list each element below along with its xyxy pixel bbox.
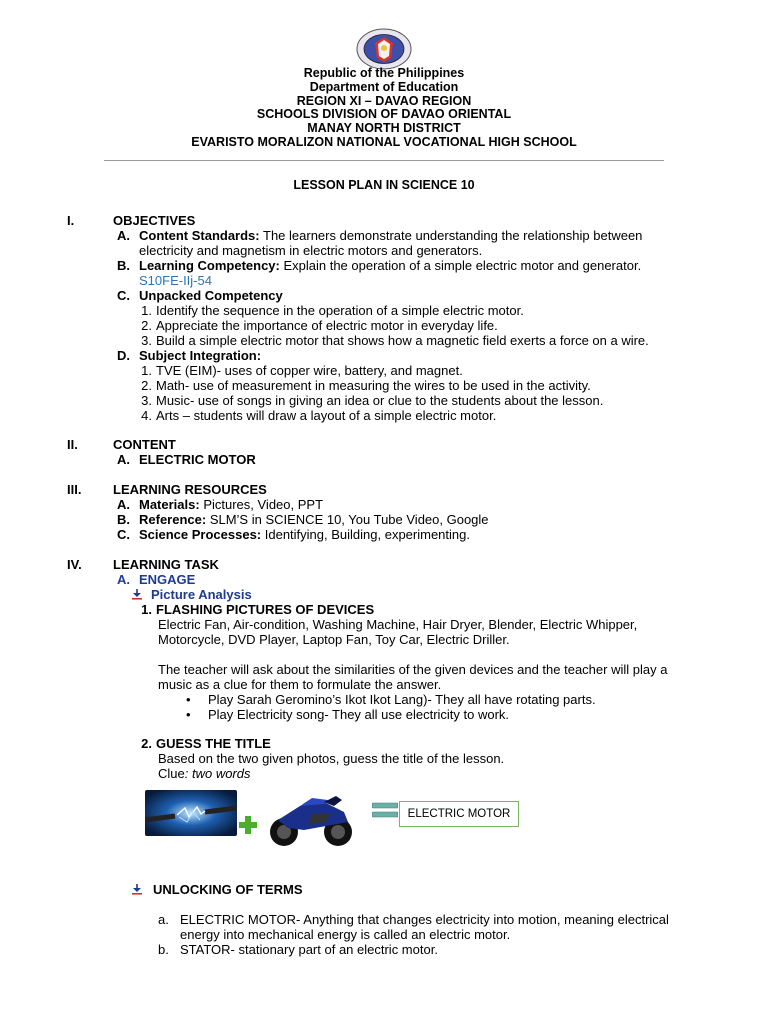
arrow-bullet-icon	[131, 589, 143, 600]
clue	[158, 766, 251, 781]
electricity-photo	[145, 790, 237, 836]
objective-c-label: Unpacked Competency	[139, 288, 283, 303]
unlocking-heading	[131, 882, 303, 897]
item1-num: 1.	[141, 602, 152, 617]
item2-num: 2.	[141, 736, 152, 751]
objective-a-letter: A.	[117, 228, 130, 243]
list-item: 1. Identify the sequence in the operation of a simple electric motor.	[141, 303, 524, 318]
item1-line2: Motorcycle, DVD Player, Laptop Fan, Toy Car, Electric Driller.	[158, 632, 510, 647]
resources-a	[117, 497, 323, 512]
term-item-cont: energy into mechanical energy is called an electric motor.	[180, 927, 511, 942]
objective-c	[117, 288, 283, 303]
resources-b-text: SLM’S in SCIENCE 10, You Tube Video, Google	[206, 512, 489, 527]
task-heading: LEARNING TASK	[113, 557, 219, 572]
unlocking-text: UNLOCKING OF TERMS	[153, 882, 303, 897]
resources-roman: III.	[67, 482, 82, 497]
answer-box: ELECTRIC MOTOR	[399, 801, 519, 827]
objective-c-letter: C.	[117, 288, 130, 303]
objective-d-label: Subject Integration:	[139, 348, 262, 363]
objective-a	[117, 228, 642, 243]
bullet-text: Play Sarah Geromino’s Ikot Ikot Lang)- They all have rotating parts.	[208, 692, 596, 707]
engage-letter: A.	[117, 572, 130, 587]
list-item: 3. Music- use of songs in giving an idea or clue to the students about the lesson.	[141, 393, 604, 408]
list-item: 1. TVE (EIM)- uses of copper wire, battery, and magnet.	[141, 363, 463, 378]
arrow-bullet-icon	[131, 884, 143, 895]
item2	[130, 736, 271, 751]
header-division: SCHOOLS DIVISION OF DAVAO ORIENTAL	[256, 107, 512, 121]
objectives-roman: I.	[67, 213, 75, 228]
bullet-icon: •	[186, 707, 191, 722]
resources-a-text: Pictures, Video, PPT	[199, 497, 324, 512]
list-item-text: Appreciate the importance of electric motor in everyday life.	[156, 318, 498, 333]
resources-a-letter: A.	[117, 497, 130, 512]
resources-heading: LEARNING RESOURCES	[113, 482, 267, 497]
objective-d-letter: D.	[117, 348, 130, 363]
item1-para2: music as a clue for them to formulate the answer.	[158, 677, 442, 692]
item1-line1: Electric Fan, Air-condition, Washing Machine, Hair Dryer, Blender, Electric Whipper,	[158, 617, 638, 632]
objective-b	[117, 258, 641, 273]
resources-c-letter: C.	[117, 527, 130, 542]
objective-a-text: The learners demonstrate understanding the relationship between	[259, 228, 643, 243]
content-a-letter: A.	[117, 452, 130, 467]
header-divider	[104, 160, 664, 161]
task-roman: IV.	[67, 557, 82, 572]
item1-para1: The teacher will ask about the similarities of the given devices and the teacher will play a	[158, 662, 668, 677]
item1-heading: FLASHING PICTURES OF DEVICES	[156, 602, 375, 617]
picture-analysis-text: Picture Analysis	[151, 587, 252, 602]
resources-a-label: Materials:	[139, 497, 200, 512]
term-text: ELECTRIC MOTOR- Anything that changes electricity into motion, meaning electrical	[180, 912, 669, 927]
list-item-text: TVE (EIM)- uses of copper wire, battery, and magnet.	[156, 363, 463, 378]
list-item: 3. Build a simple electric motor that shows how a magnetic field exerts a force on a wire.	[141, 333, 649, 348]
clue-text: : two words	[184, 766, 251, 781]
engage-text: ENGAGE	[139, 572, 196, 587]
term-letter: b.	[158, 942, 169, 957]
list-item-text: Music- use of songs in giving an idea or clue to the students about the lesson.	[156, 393, 604, 408]
list-item-text: Math- use of measurement in measuring the wires to be used in the activity.	[156, 378, 591, 393]
objective-b-text: Explain the operation of a simple electric motor and generator.	[279, 258, 642, 273]
term-letter: a.	[158, 912, 169, 927]
header-region: REGION XI – DAVAO REGION	[296, 94, 472, 108]
header-school: EVARISTO MORALIZON NATIONAL VOCATIONAL HIGH SCHOOL	[191, 135, 577, 149]
clue-label: Clue	[158, 766, 185, 781]
item1	[130, 602, 374, 617]
bullet-text: Play Electricity song- They all use electricity to work.	[208, 707, 510, 722]
list-item: 4. Arts – students will draw a layout of a simple electric motor.	[141, 408, 497, 423]
competency-code: S10FE-IIj-54	[139, 273, 212, 288]
list-item-text: Identify the sequence in the operation of a simple electric motor.	[156, 303, 524, 318]
equals-icon	[372, 802, 398, 818]
objective-a-label: Content Standards:	[139, 228, 260, 243]
objective-b-label: Learning Competency:	[139, 258, 280, 273]
objective-a-cont: electricity and magnetism in electric motors and generators.	[139, 243, 483, 258]
resources-c-text: Identifying, Building, experimenting.	[261, 527, 470, 542]
list-item-text: Build a simple electric motor that shows how a magnetic field exerts a force on a wire.	[156, 333, 649, 348]
item2-text: Based on the two given photos, guess the title of the lesson.	[158, 751, 505, 766]
content-roman: II.	[67, 437, 78, 452]
list-item: 2. Appreciate the importance of electric motor in everyday life.	[141, 318, 498, 333]
resources-b	[117, 512, 489, 527]
term-text: STATOR- stationary part of an electric motor.	[180, 942, 438, 957]
header-department: Department of Education	[309, 80, 459, 94]
list-item-text: Arts – students will draw a layout of a simple electric motor.	[156, 408, 497, 423]
content-heading: CONTENT	[113, 437, 176, 452]
resources-c	[117, 527, 470, 542]
objective-b-letter: B.	[117, 258, 130, 273]
term-item	[158, 942, 438, 957]
resources-c-label: Science Processes:	[139, 527, 262, 542]
content-a	[117, 452, 256, 467]
picture-analysis	[131, 587, 252, 602]
objectives-heading: OBJECTIVES	[113, 213, 196, 228]
plus-icon	[238, 815, 258, 835]
resources-b-letter: B.	[117, 512, 130, 527]
motorcycle-photo	[264, 790, 356, 850]
list-item: 2. Math- use of measurement in measuring the wires to be used in the activity.	[141, 378, 591, 393]
bullet-icon: •	[186, 692, 191, 707]
engage-heading	[117, 572, 195, 587]
page-title: LESSON PLAN IN SCIENCE 10	[293, 178, 475, 192]
objective-d	[117, 348, 261, 363]
deped-seal	[356, 28, 412, 70]
header-district: MANAY NORTH DISTRICT	[307, 121, 461, 135]
bullet-item	[186, 692, 596, 707]
content-a-text: ELECTRIC MOTOR	[139, 452, 256, 467]
header-republic: Republic of the Philippines	[303, 66, 465, 80]
resources-b-label: Reference:	[139, 512, 207, 527]
term-item	[158, 912, 669, 927]
item2-heading: GUESS THE TITLE	[156, 736, 271, 751]
bullet-item	[186, 707, 509, 722]
